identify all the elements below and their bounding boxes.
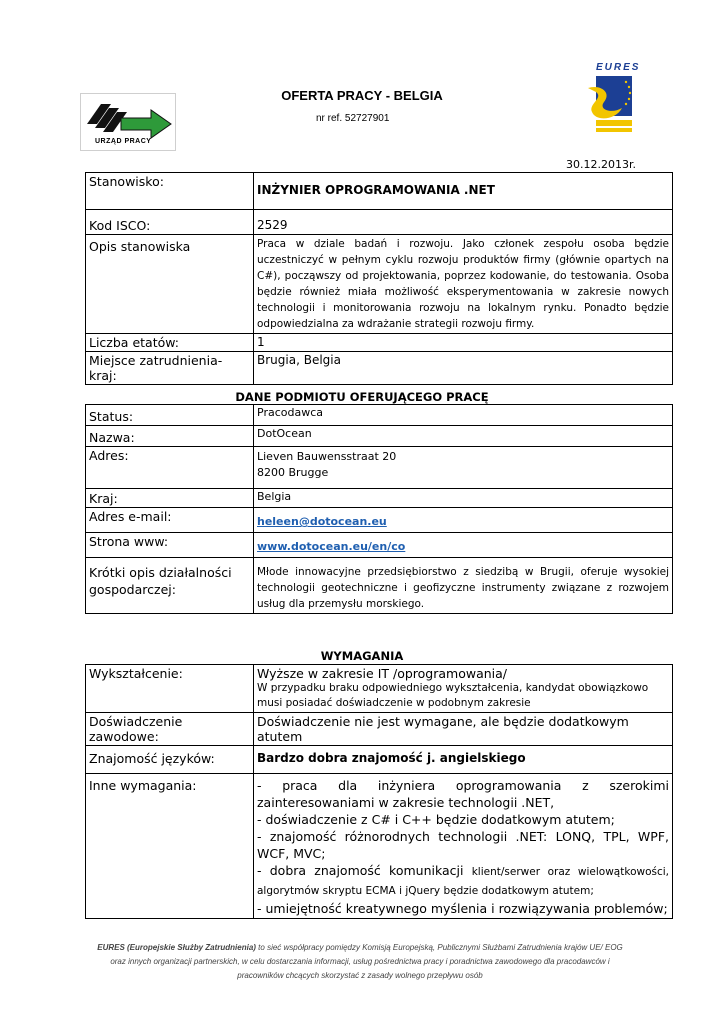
- employer-table: [85, 404, 673, 614]
- location-value: Brugia, Belgia: [254, 352, 673, 385]
- requirements-section-title: WYMAGANIA: [320, 649, 404, 663]
- table-row: [86, 426, 673, 447]
- table-row: [86, 558, 673, 614]
- education-line-1: Wyższe w zakresie IT /oprogramowania/: [257, 666, 508, 681]
- website-link[interactable]: www.dotocean.eu/en/co: [257, 540, 406, 553]
- isco-value: 2529: [254, 210, 673, 235]
- country-label: Kraj:: [86, 489, 254, 508]
- table-row: [86, 352, 673, 385]
- reference-number: nr ref. 52727901: [316, 113, 390, 124]
- table-row: [86, 665, 673, 713]
- offer-date: 30.12.2013r.: [566, 158, 636, 171]
- name-label: Nazwa:: [86, 426, 254, 447]
- isco-label: Kod ISCO:: [86, 210, 254, 235]
- requirement-item: - dobra znajomość komunikacji klient/serwer oraz wielowątkowości, algorytmów skryptu ECMA i jQuery będzie dodatkowym atutem;: [257, 863, 669, 897]
- requirement-item: - praca dla inżyniera oprogramowania z szerokimi zainteresowaniami w zakresie technologii .NET,: [257, 778, 669, 810]
- business-description-value: Młode innowacyjne przedsiębiorstwo z siedzibą w Brugii, oferuje wysokiej technologii geotechniczne i geofizyczne instrumenty związane z rozwojem usług dla przemysłu morskiego.: [254, 558, 673, 614]
- footer-line-1: to sieć współpracy pomiędzy Komisją Europejską, Publicznymi Służbami Zatrudnienia krajów UE/ EOG: [258, 943, 623, 952]
- position-value: INŻYNIER OPROGRAMOWANIA .NET: [254, 173, 673, 210]
- table-row: [86, 447, 673, 489]
- page-footer: [60, 941, 660, 983]
- table-row: [86, 334, 673, 352]
- education-value: [254, 665, 673, 713]
- table-row: [86, 774, 673, 919]
- education-label: Wykształcenie:: [86, 665, 254, 713]
- business-description-label: Krótki opis działalności gospodarczej:: [86, 558, 254, 614]
- table-row: [86, 746, 673, 774]
- table-row: [86, 489, 673, 508]
- table-row: [86, 508, 673, 533]
- website-label: Strona www:: [86, 533, 254, 558]
- address-line-1: Lieven Bauwensstraat 20: [257, 450, 397, 463]
- email-label: Adres e-mail:: [86, 508, 254, 533]
- urzad-pracy-logo-text: URZĄD PRACY: [95, 138, 152, 145]
- table-row: [86, 405, 673, 426]
- requirement-item: - umiejętność kreatywnego myślenia i rozwiązywania problemów;: [257, 901, 668, 916]
- address-label: Adres:: [86, 447, 254, 489]
- languages-label: Znajomość języków:: [86, 746, 254, 774]
- table-row: [86, 173, 673, 210]
- page-title: OFERTA PRACY - BELGIA: [281, 88, 443, 103]
- status-label: Status:: [86, 405, 254, 426]
- email-link[interactable]: heleen@dotocean.eu: [257, 515, 387, 528]
- other-requirements-label: Inne wymagania:: [86, 774, 254, 919]
- languages-value: Bardzo dobra znajomość j. angielskiego: [254, 746, 673, 774]
- footer-line-2: oraz innych organizacji partnerskich, w celu dostarczania informacji, usług pośrednictwa pracy i poradnictwa zawodowego dla pracodawców i: [110, 957, 610, 966]
- eures-logo-text: EURES: [596, 62, 641, 73]
- table-row: [86, 210, 673, 235]
- requirement-item: - doświadczenie z C# i C++ będzie dodatkowym atutem;: [257, 812, 615, 827]
- education-line-2: W przypadku braku odpowiedniego wykształcenia, kandydat obowiązkowo musi posiadać doświadczenie w podobnym zakresie: [257, 682, 649, 709]
- description-value: Praca w dziale badań i rozwoju. Jako członek zespołu osoba będzie uczestniczyć w pełnym cyklu rozwoju produktów firmy (głównie opartych na C#), począwszy od projektowania, poprzez kodowanie, do testowania. Osoba będzie również miała możliwość eksperymentowania w zakresie nowych technologii i monitorowania rozwoju na lokalnym rynku. Ponadto będzie odpowiedzialna za wdrażanie strategii rozwoju firmy.: [254, 235, 673, 334]
- address-value: [254, 447, 673, 489]
- description-label: Opis stanowiska: [86, 235, 254, 334]
- other-requirements-value: [254, 774, 673, 919]
- footer-line-3: pracowników chcących skorzystać z zasady wolnego przepływu osób: [237, 971, 483, 980]
- positions-count-label: Liczba etatów:: [86, 334, 254, 352]
- country-value: Belgia: [254, 489, 673, 508]
- location-label: Miejsce zatrudnienia- kraj:: [86, 352, 254, 385]
- experience-label: Doświadczenie zawodowe:: [86, 713, 254, 746]
- table-row: [86, 713, 673, 746]
- table-row: [86, 533, 673, 558]
- employer-section-title: DANE PODMIOTU OFERUJĄCEGO PRACĘ: [235, 390, 489, 404]
- job-table: [85, 172, 673, 385]
- requirements-table: [85, 664, 673, 919]
- address-line-2: 8200 Brugge: [257, 466, 329, 479]
- status-value: Pracodawca: [254, 405, 673, 426]
- requirement-item: - znajomość różnorodnych technologii .NET: LONQ, TPL, WPF, WCF, MVC;: [257, 829, 669, 861]
- name-value: DotOcean: [254, 426, 673, 447]
- positions-count-value: 1: [254, 334, 673, 352]
- experience-value: Doświadczenie nie jest wymagane, ale będzie dodatkowym atutem: [254, 713, 673, 746]
- table-row: [86, 235, 673, 334]
- position-label: Stanowisko:: [86, 173, 254, 210]
- footer-bold: EURES (Europejskie Służby Zatrudnienia): [97, 943, 256, 952]
